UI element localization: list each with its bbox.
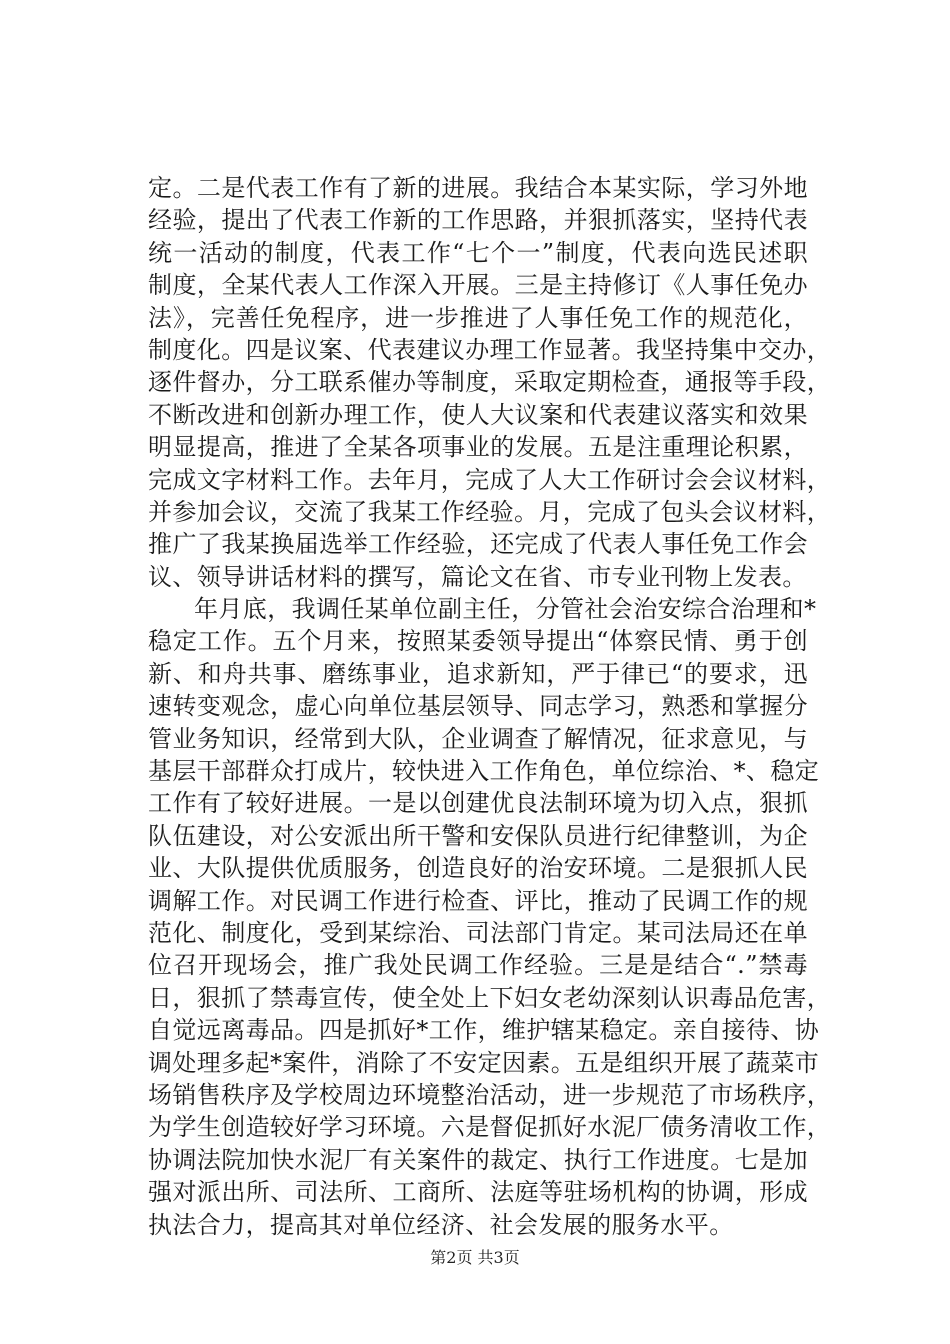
text-line: 执法合力，提高其对单位经济、社会发展的服务水平。 bbox=[148, 1210, 734, 1239]
text-line: 完成文字材料工作。去年月，完成了人大工作研讨会会议材料， bbox=[148, 465, 832, 494]
text-line: 业、大队提供优质服务，创造良好的治安环境。二是狠抓人民 bbox=[148, 854, 808, 883]
text-line: 定。二是代表工作有了新的进展。我结合本某实际，学习外地 bbox=[148, 174, 808, 202]
text-line: 稳定工作。五个月来，按照某委领导提出“体察民情、勇于创 bbox=[148, 627, 808, 656]
text-line: 明显提高，推进了全某各项事业的发展。五是注重理论积累， bbox=[148, 433, 808, 462]
text-line: 逐件督办，分工联系催办等制度，采取定期检查，通报等手段， bbox=[148, 368, 832, 397]
paragraph-first-line: 年月底，我调任某单位副主任，分管社会治安综合治理和* bbox=[194, 595, 817, 624]
text-line: 强对派出所、司法所、工商所、法庭等驻场机构的协调，形成 bbox=[148, 1178, 808, 1207]
text-line: 工作有了较好进展。一是以创建优良法制环境为切入点，狠抓 bbox=[148, 789, 808, 818]
text-line: 法》，完善任免程序，进一步推进了人事任免工作的规范化， bbox=[148, 303, 808, 332]
text-line: 范化、制度化，受到某综治、司法部门肯定。某司法局还在单 bbox=[148, 918, 808, 947]
text-line: 统一活动的制度，代表工作“七个一”制度，代表向选民述职 bbox=[148, 238, 808, 267]
text-line: 自觉远离毒品。四是抓好*工作，维护辖某稳定。亲自接待、协 bbox=[148, 1016, 820, 1045]
text-line: 队伍建设，对公安派出所干警和安保队员进行纪律整训，为企 bbox=[148, 821, 808, 850]
text-line: 管业务知识，经常到大队，企业调查了解情况，征求意见，与 bbox=[148, 724, 808, 753]
text-line: 调解工作。对民调工作进行检查、评比，推动了民调工作的规 bbox=[148, 886, 808, 915]
text-line: 速转变观念，虚心向单位基层领导、同志学习，熟悉和掌握分 bbox=[148, 692, 808, 721]
text-line: 并参加会议，交流了我某工作经验。月，完成了包头会议材料， bbox=[148, 497, 832, 526]
text-line: 议、领导讲话材料的撰写，篇论文在省、市专业刊物上发表。 bbox=[148, 562, 807, 591]
document-body bbox=[148, 172, 832, 1241]
text-line: 位召开现场会，推广我处民调工作经验。三是是结合“.”禁毒 bbox=[148, 951, 808, 980]
text-line: 协调法院加快水泥厂有关案件的裁定、执行工作进度。七是加 bbox=[148, 1145, 808, 1174]
text-line: 制度，全某代表人工作深入开展。三是主持修订《人事任免办 bbox=[148, 271, 808, 300]
text-line: 调处理多起*案件，消除了不安定因素。五是组织开展了蔬菜市 bbox=[148, 1048, 820, 1077]
text-line: 为学生创造较好学习环境。六是督促抓好水泥厂债务清收工作， bbox=[148, 1113, 832, 1142]
text-line: 经验，提出了代表工作新的工作思路，并狠抓落实，坚持代表 bbox=[148, 206, 808, 235]
text-line: 新、和舟共事、磨练事业，追求新知，严于律已“的要求，迅 bbox=[148, 659, 808, 688]
text-line: 场销售秩序及学校周边环境整治活动，进一步规范了市场秩序， bbox=[148, 1080, 832, 1109]
page-number-footer: 第2页 共3页 bbox=[430, 1248, 520, 1267]
text-line: 推广了我某换届选举工作经验，还完成了代表人事任免工作会 bbox=[148, 530, 808, 559]
text-line: 日，狠抓了禁毒宣传，使全处上下妇女老幼深刻认识毒品危害， bbox=[148, 983, 832, 1012]
text-line: 基层干部群众打成片，较快进入工作角色，单位综治、*、稳定 bbox=[148, 757, 820, 786]
text-line: 制度化。四是议案、代表建议办理工作显著。我坚持集中交办， bbox=[148, 335, 832, 364]
text-line: 不断改进和创新办理工作，使人大议案和代表建议落实和效果 bbox=[148, 400, 808, 429]
